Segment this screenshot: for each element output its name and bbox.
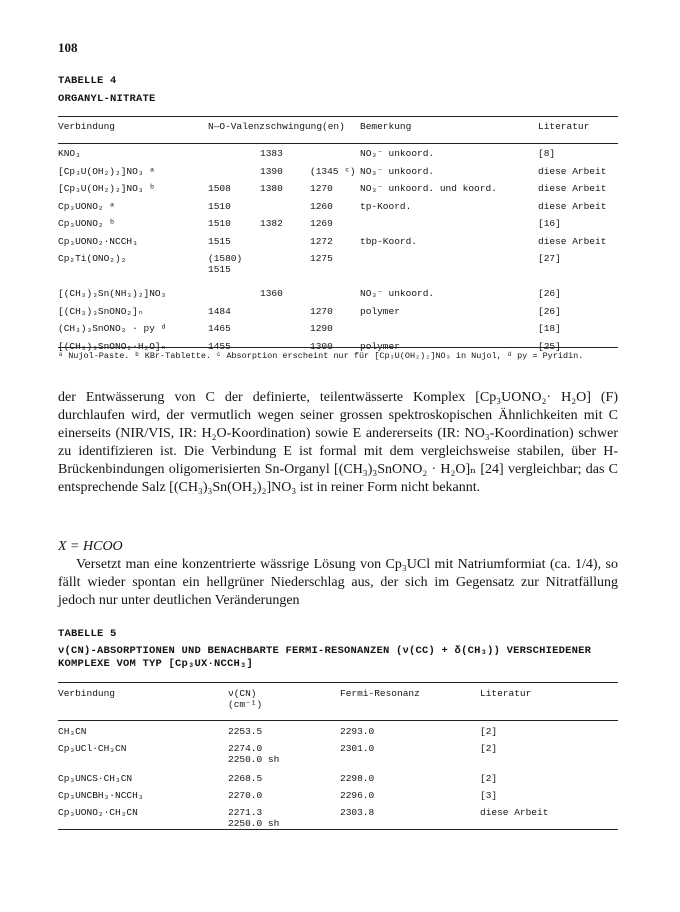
paragraph-2-text: Versetzt man eine konzentrierte wässrige Lösung von Cp₃UCl mit Natriumformiat (ca. 1/4), so fällt wieder spontan ein hellgrüner Niederschlag aus, der sich im Gegensatz zur Nitratfällung jedoch nur unter deutlichen Veränderungen <box>58 557 618 608</box>
vibration-cell-3: (1345 ᶜ) <box>310 165 356 177</box>
remark-cell: NO₃⁻ unkoord. und koord. <box>360 183 497 194</box>
vibration-cell-1 <box>208 201 260 219</box>
compound-cell: Cp₃UONO₂ ᵃ <box>58 200 116 212</box>
table5-header-fermi: Fermi-Resonanz <box>340 688 420 699</box>
table4-top-rule <box>58 116 618 117</box>
table-row <box>58 288 618 306</box>
table-row <box>58 743 618 773</box>
vcn-shoulder-value: 2250.0 sh <box>228 818 280 829</box>
literature-cell: [27] <box>538 253 561 264</box>
vibration-cell-2 <box>260 253 310 288</box>
table5-body <box>58 726 618 837</box>
table-row <box>58 790 618 807</box>
table-row <box>58 218 618 236</box>
vibration-value: 1510 <box>208 218 231 229</box>
vibration-value: 1515 <box>208 235 231 247</box>
vcn-cell <box>228 743 340 773</box>
vibration-cell-3: 1290 <box>310 323 333 334</box>
compound-cell: KNO₃ <box>58 148 81 159</box>
table4-title: ORGANYL-NITRATE <box>58 93 156 105</box>
compound-cell: Cp₃UONO₂ ᵇ <box>58 218 116 229</box>
vibration-cell-3: 1275 <box>310 253 333 264</box>
compound-cell: [(CH₃)₃SnONO₂]ₙ <box>58 305 144 317</box>
compound-cell: [Cp₃U(OH₂)₂]NO₃ ᵇ <box>58 183 155 194</box>
table5-header-compound: Verbindung <box>58 688 116 699</box>
table5-header-literature: Literatur <box>480 688 532 699</box>
vcn-value: 2270.0 <box>228 790 263 801</box>
table-row <box>58 166 618 184</box>
compound-cell: Cp₃UCl·CH₃CN <box>58 743 127 754</box>
vibration-cell-3: 1270 <box>310 305 333 317</box>
literature-cell: [8] <box>538 148 556 159</box>
remark-cell <box>360 323 538 341</box>
vcn-value: 2253.5 <box>228 726 263 737</box>
vcn-value: 2268.5 <box>228 773 263 784</box>
vibration-value: 1510 <box>208 200 231 212</box>
vibration-cell-3 <box>310 148 360 166</box>
vibration-cell-2: 1360 <box>260 288 283 299</box>
table5-header-vcn <box>228 688 340 710</box>
compound-cell: (CH₃)₃SnONO₂ · py ᵈ <box>58 323 167 334</box>
remark-cell: tbp-Koord. <box>360 235 418 247</box>
vibration-cell-1 <box>208 288 260 306</box>
vibration-cell-3: 1269 <box>310 218 333 229</box>
literature-cell: diese Arbeit <box>538 183 607 194</box>
fermi-cell: 2296.0 <box>340 790 375 801</box>
vibration-cell-1 <box>208 166 260 184</box>
literature-cell: [25] <box>538 340 561 352</box>
vibration-cell-1 <box>208 183 260 201</box>
literature-cell: [26] <box>538 288 561 299</box>
table5-label: TABELLE 5 <box>58 628 117 640</box>
compound-cell: [Cp₃U(OH₂)₂]NO₃ ᵃ <box>58 165 155 177</box>
table-row <box>58 306 618 324</box>
vibration-value: 1465 <box>208 323 231 334</box>
fermi-cell: 2293.0 <box>340 726 375 737</box>
vibration-value-2: 1515 <box>208 264 231 275</box>
table4-footnote: ᵃ Nujol-Paste. ᵇ KBr-Tablette. ᶜ Absorption erscheint nur für [Cp₃U(OH₂)₂]NO₃ in Nujol, ᵈ py = Pyridin. <box>58 351 584 361</box>
table5-bottom-rule <box>58 829 618 830</box>
literature-cell: [18] <box>538 323 561 334</box>
compound-cell: [(CH₃)₃SnONO₂·H₂O]ₙ <box>58 340 167 352</box>
compound-cell: Cp₃UNCBH₃·NCCH₃ <box>58 790 144 801</box>
vibration-cell-2: 1380 <box>260 183 283 194</box>
vibration-cell-2 <box>260 306 310 324</box>
vibration-value: 1484 <box>208 305 231 317</box>
vibration-cell-3: 1260 <box>310 200 333 212</box>
vibration-value: 1455 <box>208 340 231 352</box>
table-row <box>58 323 618 341</box>
table-row <box>58 183 618 201</box>
body-paragraph-2 <box>58 556 618 610</box>
compound-cell: CH₃CN <box>58 726 87 737</box>
vibration-cell-1 <box>208 306 260 324</box>
vcn-cell <box>228 790 340 807</box>
vibration-cell-1 <box>208 323 260 341</box>
remark-cell <box>360 218 538 236</box>
table-row <box>58 253 618 288</box>
table4-body <box>58 148 618 358</box>
compound-cell: Cp₂Ti(ONO₂)₂ <box>58 253 127 264</box>
vcn-shoulder-value: 2250.0 sh <box>228 754 280 765</box>
vcn-unit: (cm⁻¹) <box>228 699 263 710</box>
table5 <box>58 688 618 837</box>
vibration-cell-1 <box>208 253 260 288</box>
remark-cell: tp-Koord. <box>360 200 412 212</box>
table-row <box>58 773 618 790</box>
vibration-value: 1508 <box>208 183 231 194</box>
vcn-cell <box>228 807 340 837</box>
table5-title: ν(CN)-ABSORPTIONEN UND BENACHBARTE FERMI-RESONANZEN (ν(CC) + δ(CH₃)) VERSCHIEDENER KOMPLEXE VOM TYP [Cp₃UX·NCCH₃] <box>58 645 592 670</box>
vibration-cell-2: 1390 <box>260 165 283 177</box>
remark-cell: NO₃⁻ unkoord. <box>360 288 435 299</box>
table-row <box>58 236 618 254</box>
fermi-cell: 2301.0 <box>340 743 375 754</box>
table5-top-rule <box>58 682 618 683</box>
compound-cell: [(CH₃)₃Sn(NH₃)₂]NO₃ <box>58 288 167 299</box>
table4-header-literature: Literatur <box>538 121 590 132</box>
table-row <box>58 148 618 166</box>
vibration-cell-2 <box>260 201 310 219</box>
vibration-cell-2 <box>260 236 310 254</box>
remark-cell <box>360 253 538 288</box>
vibration-cell-2 <box>260 323 310 341</box>
literature-cell: [26] <box>538 305 561 317</box>
table4-header-vibration: N—O-Valenzschwingung(en) <box>208 121 345 132</box>
table4-header-remark: Bemerkung <box>360 121 412 132</box>
literature-cell: [2] <box>480 743 498 754</box>
literature-cell: diese Arbeit <box>538 165 607 177</box>
vcn-label: ν(CN) <box>228 688 257 699</box>
vibration-cell-3 <box>310 288 360 306</box>
vibration-cell-1 <box>208 236 260 254</box>
section-heading: X = HCOO <box>58 539 123 554</box>
vibration-cell-2: 1382 <box>260 218 283 229</box>
vcn-value: 2274.0 <box>228 743 263 754</box>
literature-cell: [16] <box>538 218 561 229</box>
vibration-value: (1580) <box>208 253 243 264</box>
table4-header-compound: Verbindung <box>58 121 116 132</box>
literature-cell: [2] <box>480 726 498 737</box>
literature-cell: [2] <box>480 773 498 784</box>
literature-cell: diese Arbeit <box>480 807 549 818</box>
table-row <box>58 201 618 219</box>
remark-cell: NO₃⁻ unkoord. <box>360 148 435 159</box>
remark-cell: polymer <box>360 340 400 352</box>
body-paragraph-1 <box>58 389 618 497</box>
page-number: 108 <box>58 40 78 55</box>
table-row <box>58 726 618 743</box>
table4-bottom-rule <box>58 347 618 348</box>
vibration-cell-2: 1383 <box>260 148 283 159</box>
compound-cell: Cp₃UNCS·CH₃CN <box>58 773 133 784</box>
vibration-cell-3: 1272 <box>310 235 333 247</box>
vibration-cell-1 <box>208 148 260 166</box>
compound-cell: Cp₃UONO₂·CH₃CN <box>58 807 138 818</box>
literature-cell: [3] <box>480 790 498 801</box>
fermi-cell: 2298.0 <box>340 773 375 784</box>
remark-cell: NO₃⁻ unkoord. <box>360 165 435 177</box>
remark-cell: polymer <box>360 305 400 317</box>
compound-cell: Cp₃UONO₂·NCCH₃ <box>58 235 138 247</box>
vcn-cell <box>228 726 340 743</box>
table4 <box>58 121 618 358</box>
table-row <box>58 807 618 837</box>
vibration-cell-1 <box>208 218 260 236</box>
vibration-cell-3: 1300 <box>310 340 333 352</box>
paragraph-1-text: der Entwässerung von C der definierte, teilentwässerte Komplex [Cp₃UONO₂· H₂O] (F) durchlaufen wird, der vermutlich wegen seiner grossen spektroskopischen Ähnlichkeiten mit C einerseits (NIR/VIS, IR: H₂O-Koordination) sowie E andererseits (IR: NO₃-Koordination) schwer zu identifizieren ist. Die Verbindung E ist formal mit dem vergleichsweise stabilen, über H-Brückenbindungen oligomerisierten Sn-Organyl [(CH₃)₃SnONO₂ · H₂O]ₙ [24] vergleichbar; das C entsprechende Salz [(CH₃)₃Sn(OH₂)₂]NO₃ ist in reiner Form nicht bekannt. <box>58 390 618 495</box>
vcn-cell <box>228 773 340 790</box>
literature-cell: diese Arbeit <box>538 235 607 247</box>
fermi-cell: 2303.8 <box>340 807 375 818</box>
vcn-value: 2271.3 <box>228 807 263 818</box>
literature-cell: diese Arbeit <box>538 200 607 212</box>
vibration-cell-3: 1270 <box>310 183 333 194</box>
table4-label: TABELLE 4 <box>58 75 117 87</box>
